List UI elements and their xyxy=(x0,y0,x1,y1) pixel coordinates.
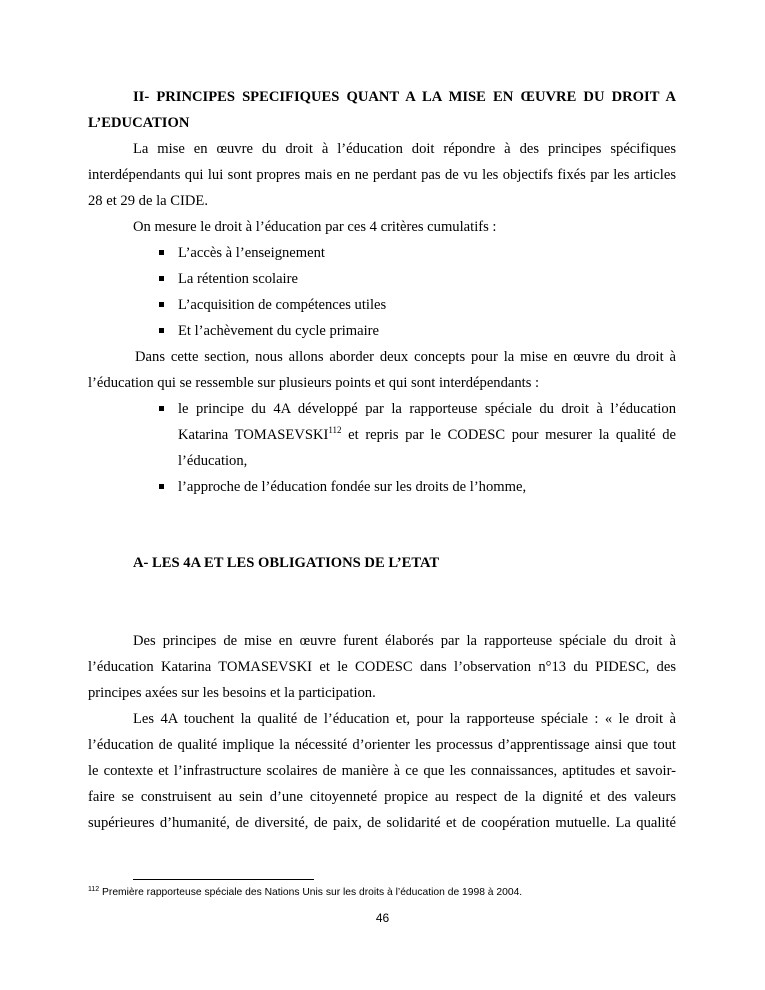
text-line: l’éducation de qualité implique la nécessité d’orienter les processus d’apprentissage ainsi que tout xyxy=(88,737,676,753)
footnote-text: Première rapporteuse spéciale des Nations Unis sur les droits à l’éducation de 1998 à 2004. xyxy=(99,887,523,898)
text-line: Dans cette section, nous allons aborder deux concepts pour la mise en œuvre du droit à xyxy=(135,349,676,365)
paragraph-4a-quality xyxy=(88,706,676,836)
list-item-text: Et l’achèvement du cycle primaire xyxy=(178,323,379,339)
text-line: Les 4A touchent la qualité de l’éducation et, pour la rapporteuse spéciale : « le droit à xyxy=(133,711,676,727)
list-item xyxy=(178,240,676,266)
text-line: l’éducation qui se ressemble sur plusieurs points et qui sont interdépendants : xyxy=(88,375,540,391)
footnote-reference: 112 xyxy=(328,425,342,435)
square-bullet-icon xyxy=(159,328,164,333)
square-bullet-icon xyxy=(159,406,164,411)
text-line: le principe du 4A développé par la rapporteuse spéciale du droit à l’éducation xyxy=(178,401,676,417)
text-line: principes axées sur les besoins et la participation. xyxy=(88,685,376,701)
section-heading-line: L’EDUCATION xyxy=(88,115,190,131)
text-line xyxy=(178,422,676,448)
concepts-list xyxy=(178,396,676,500)
criteria-list xyxy=(178,240,676,344)
text-line: l’éducation Katarina TOMASEVSKI et le CODESC dans l’observation n°13 du PIDESC, des xyxy=(88,659,676,675)
list-item xyxy=(178,396,676,474)
square-bullet-icon xyxy=(159,250,164,255)
square-bullet-icon xyxy=(159,484,164,489)
list-item-text: La rétention scolaire xyxy=(178,271,298,287)
square-bullet-icon xyxy=(159,276,164,281)
list-item xyxy=(178,318,676,344)
square-bullet-icon xyxy=(159,302,164,307)
text-line: supérieures d’humanité, de diversité, de paix, de solidarité et de coopération mutuelle. La qualité xyxy=(88,815,676,831)
section-heading-line: II- PRINCIPES SPECIFIQUES QUANT A LA MISE EN ŒUVRE DU DROIT A xyxy=(133,89,676,105)
list-item xyxy=(178,474,676,500)
list-item-text: L’acquisition de compétences utiles xyxy=(178,297,387,313)
section-heading-continued xyxy=(88,110,676,136)
text-line: le contexte et l’infrastructure scolaires de manière à ce que les connaissances, aptitudes et savoir- xyxy=(88,763,676,779)
footnote-separator xyxy=(133,879,314,880)
footnote xyxy=(88,886,688,900)
paragraph-intro xyxy=(88,136,676,214)
text-line: 28 et 29 de la CIDE. xyxy=(88,193,208,209)
list-item xyxy=(178,292,676,318)
footnote-number: 112 xyxy=(88,886,100,893)
paragraph-criteria-intro xyxy=(88,214,676,240)
subsection-heading-text: A- LES 4A ET LES OBLIGATIONS DE L’ETAT xyxy=(133,555,440,571)
paragraph-principles xyxy=(88,628,676,706)
text-line: faire se construisent au sein d’une citoyenneté propice au respect de la dignité et des valeurs xyxy=(88,789,676,805)
text-line: l’approche de l’éducation fondée sur les droits de l’homme, xyxy=(178,479,527,495)
text-line: Des principes de mise en œuvre furent élaborés par la rapporteuse spéciale du droit à xyxy=(133,633,676,649)
text-line: l’éducation, xyxy=(178,453,248,469)
subsection-heading xyxy=(88,550,676,576)
paragraph-section-intro xyxy=(88,344,676,396)
page-number: 46 xyxy=(375,911,390,925)
text-line: La mise en œuvre du droit à l’éducation doit répondre à des principes spécifiques xyxy=(133,141,676,157)
text-line: interdépendants qui lui sont propres mais en ne perdant pas de vu les objectifs fixés par les articles xyxy=(88,167,676,183)
author-name: Katarina TOMASEVSKI xyxy=(178,427,329,443)
text-fragment: et repris par le CODESC pour mesurer la qualité de xyxy=(341,427,676,443)
list-item xyxy=(178,266,676,292)
list-item-text: L’accès à l’enseignement xyxy=(178,245,325,261)
text-line: On mesure le droit à l’éducation par ces 4 critères cumulatifs : xyxy=(133,219,497,235)
section-heading xyxy=(88,84,676,110)
